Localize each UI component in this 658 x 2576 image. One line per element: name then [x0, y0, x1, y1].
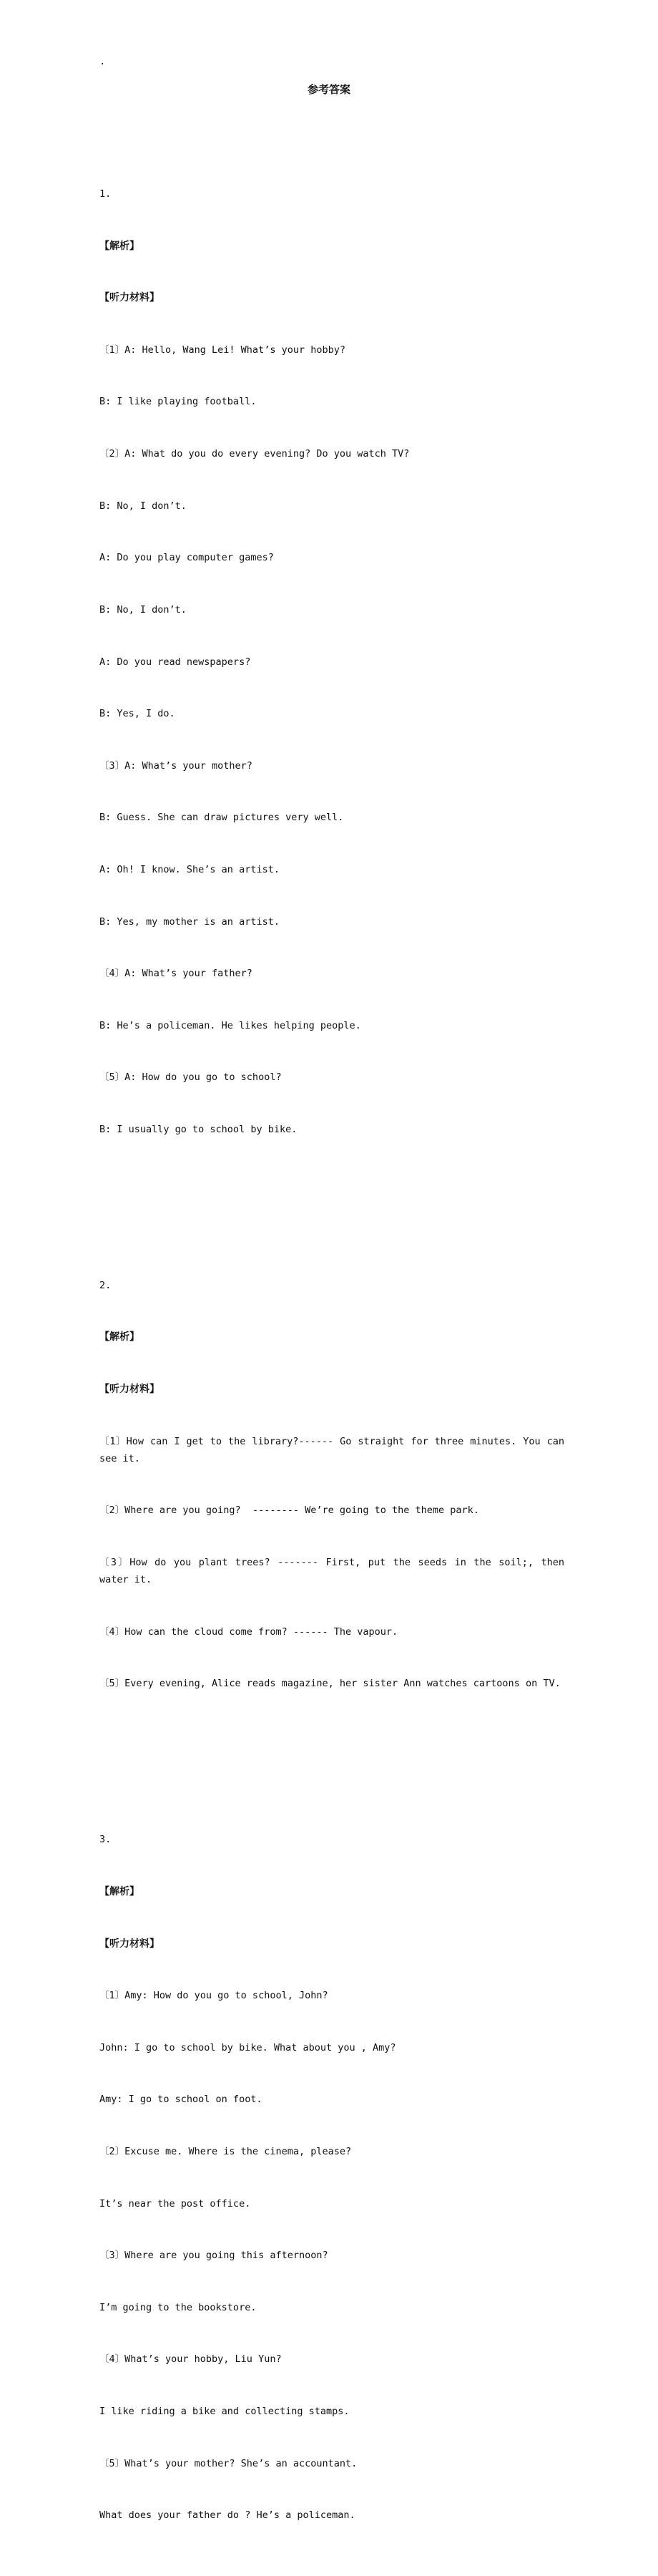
transcript-line: 〔3〕Where are you going this afternoon?	[99, 2250, 328, 2262]
transcript-line: I’m going to the bookstore.	[99, 2301, 257, 2313]
transcript-line: I like riding a bike and collecting stamps.	[99, 2406, 350, 2418]
transcript-line: A: Oh! I know. She’s an artist.	[99, 863, 280, 875]
section-number: 2.	[99, 1279, 112, 1291]
answer-content	[99, 99, 571, 2576]
transcript-line: 〔4〕How can the cloud come from? ------ The vapour.	[99, 1625, 398, 1638]
page-dot: .	[99, 56, 106, 67]
transcript-line: 〔2〕Excuse me. Where is the cinema, please?	[99, 2145, 352, 2157]
analysis-label: 【解析】	[99, 1331, 139, 1343]
transcript-line: 〔1〕A: Hello, Wang Lei! What’s your hobby?	[99, 344, 345, 356]
answer-section-3	[99, 1797, 564, 2559]
transcript-line: 〔3〕How do you plant trees? ------- First, put the seeds in the soil;, then water it.	[99, 1557, 571, 1586]
page-title: 参考答案	[307, 83, 350, 96]
analysis-label: 【解析】	[99, 240, 139, 252]
analysis-label: 【解析】	[99, 1885, 139, 1897]
transcript-line: B: No, I don’t.	[99, 500, 187, 512]
transcript-line: A: Do you play computer games?	[99, 552, 274, 564]
transcript-line: B: I usually go to school by bike.	[99, 1123, 298, 1135]
transcript-line: A: Do you read newspapers?	[99, 656, 251, 668]
transcript-line: 〔5〕What’s your mother? She’s an accountant.	[99, 2457, 358, 2469]
listening-material-label: 【听力材料】	[99, 1384, 159, 1396]
transcript-line: 〔2〕A: What do you do every evening? Do you watch TV?	[99, 448, 410, 460]
answer-section-2	[99, 1242, 571, 1727]
transcript-line: B: No, I don’t.	[99, 603, 187, 616]
transcript-line: 〔4〕A: What’s your father?	[99, 968, 252, 980]
transcript-line: 〔2〕Where are you going? -------- We’re going to the theme park.	[99, 1505, 479, 1517]
transcript-line: 〔1〕Amy: How do you go to school, John?	[99, 1990, 328, 2002]
transcript-line: B: Guess. She can draw pictures very well.	[99, 812, 344, 824]
answer-section-1	[99, 151, 564, 1173]
transcript-line: John: I go to school by bike. What about you , Amy?	[99, 2041, 396, 2053]
transcript-line: 〔5〕Every evening, Alice reads magazine, her sister Ann watches cartoons on TV.	[99, 1678, 561, 1690]
transcript-line: 〔4〕What’s your hobby, Liu Yun?	[99, 2353, 282, 2366]
transcript-line: B: He’s a policeman. He likes helping people.	[99, 1019, 361, 1031]
listening-material-label: 【听力材料】	[99, 1938, 159, 1950]
transcript-line: What does your father do ? He’s a policeman.	[99, 2509, 355, 2522]
transcript-line: B: I like playing football.	[99, 396, 257, 408]
section-number: 3.	[99, 1834, 112, 1846]
transcript-line: 〔1〕How can I get to the library?------ Go straight for three minutes. You can see it.	[99, 1435, 571, 1464]
transcript-line: 〔5〕A: How do you go to school?	[99, 1071, 282, 1084]
transcript-line: It’s near the post office.	[99, 2197, 251, 2210]
transcript-line: 〔3〕A: What’s your mother?	[99, 759, 252, 772]
section-number: 1.	[99, 188, 112, 200]
transcript-line: Amy: I go to school on foot.	[99, 2094, 262, 2106]
transcript-line: B: Yes, my mother is an artist.	[99, 915, 280, 928]
transcript-line: B: Yes, I do.	[99, 708, 175, 720]
listening-material-label: 【听力材料】	[99, 292, 159, 304]
